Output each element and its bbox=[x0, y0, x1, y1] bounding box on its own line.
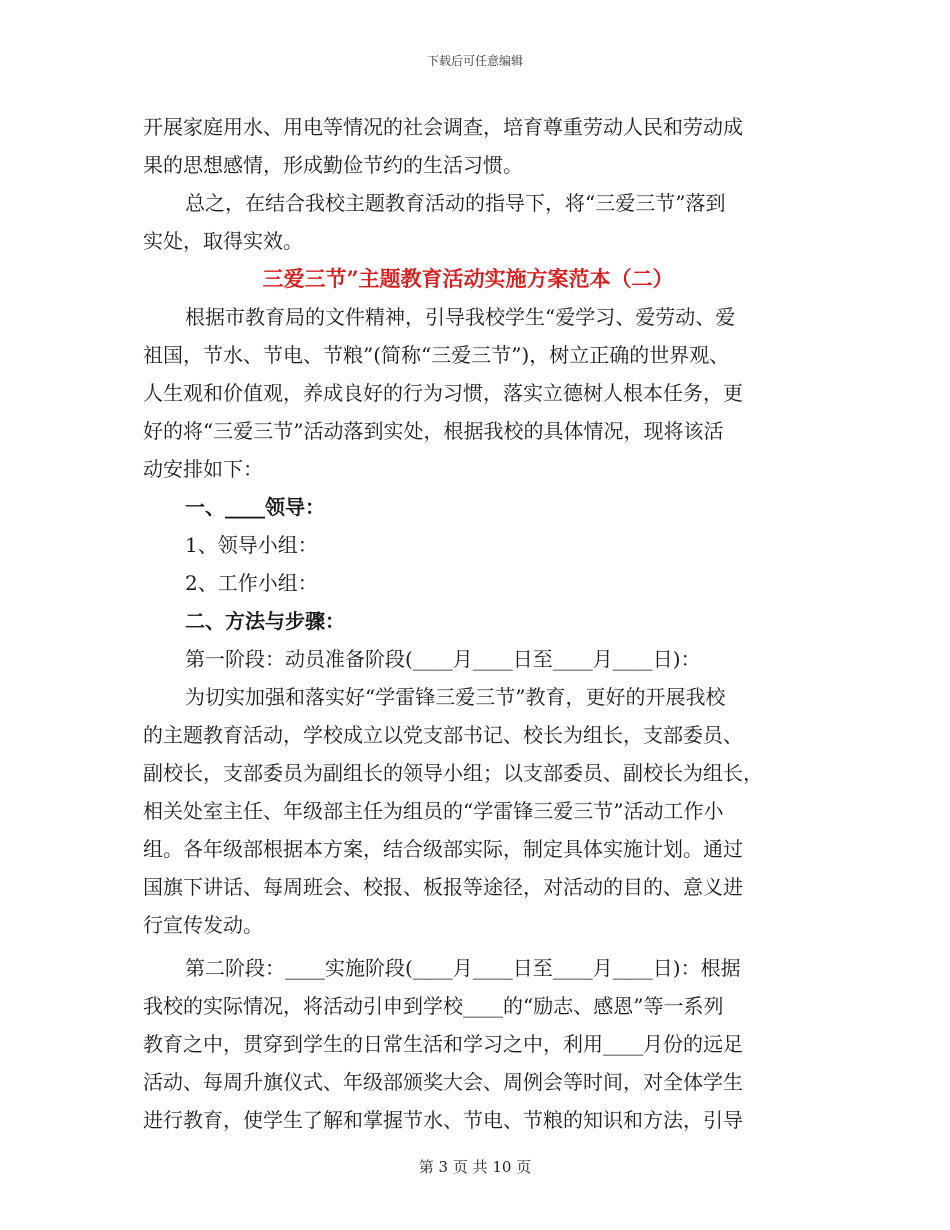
text-line: 果的思想感情，形成勤俭节约的生活习惯。 bbox=[143, 153, 523, 177]
text-line: 的主题教育活动，学校成立以党支部书记、校长为组长，支部委员、 bbox=[143, 723, 743, 747]
text-line: 相关处室主任、年级部主任为组员的“学雷锋三爱三节”活动工作小 bbox=[143, 799, 724, 823]
text-line: 组。各年级部根据本方案，结合级部实际，制定具体实施计划。通过 bbox=[143, 837, 743, 861]
text-line: 根据市教育局的文件精神，引导我校学生“爱学习、爱劳动、爱 bbox=[185, 305, 736, 329]
text-line: 祖国，节水、节电、节粮”(简称“三爱三节”)，树立正确的世界观、 bbox=[143, 343, 730, 367]
text-line: 二、方法与步骤： bbox=[185, 609, 345, 633]
page-footer: 第 3 页 共 10 页 bbox=[418, 1158, 532, 1176]
text-line: 进行教育，使学生了解和掌握节水、节电、节粮的知识和方法，引导 bbox=[143, 1108, 743, 1132]
text-line: 副校长，支部委员为副组长的领导小组；以支部委员、副校长为组长， bbox=[143, 761, 763, 785]
text-line: 好的将“三爱三节”活动落到实处，根据我校的具体情况，现将该活 bbox=[143, 419, 724, 443]
text-line: 2、工作小组： bbox=[185, 571, 318, 595]
text-line: 1、领导小组： bbox=[185, 533, 318, 557]
text-line: 动安排如下： bbox=[143, 457, 263, 481]
text-line: 我校的实际情况，将活动引申到学校____的“励志、感恩”等一系列 bbox=[143, 994, 724, 1018]
text-line: 活动、每周升旗仪式、年级部颁奖大会、周例会等时间，对全体学生 bbox=[143, 1070, 743, 1094]
text-line: 第一阶段：动员准备阶段(____月____日至____月____日)： bbox=[185, 647, 701, 671]
section-title: 三爱三节”主题教育活动实施方案范本（二） bbox=[262, 266, 674, 291]
text-line: 总之，在结合我校主题教育活动的指导下，将“三爱三节”落到 bbox=[185, 191, 726, 215]
text-line: 一、____领导： bbox=[185, 495, 325, 519]
page-header: 下载后可任意编辑 bbox=[426, 54, 523, 68]
text-line: 为切实加强和落实好“学雷锋三爱三节”教育，更好的开展我校 bbox=[185, 685, 726, 709]
text-line: 开展家庭用水、用电等情况的社会调查，培育尊重劳动人民和劳动成 bbox=[143, 115, 743, 139]
text-line: 人生观和价值观，养成良好的行为习惯，落实立德树人根本任务，更 bbox=[143, 381, 743, 405]
text-line: 国旗下讲话、每周班会、校报、板报等途径，对活动的目的、意义进 bbox=[143, 875, 743, 899]
text-line: 行宣传发动。 bbox=[143, 913, 263, 937]
text-line: 第二阶段：____实施阶段(____月____日至____月____日)：根据 bbox=[185, 956, 741, 980]
text-line: 实处，取得实效。 bbox=[143, 229, 303, 253]
text-line: 教育之中，贯穿到学生的日常生活和学习之中，利用____月份的远足 bbox=[143, 1032, 743, 1056]
document-body bbox=[143, 108, 803, 1139]
